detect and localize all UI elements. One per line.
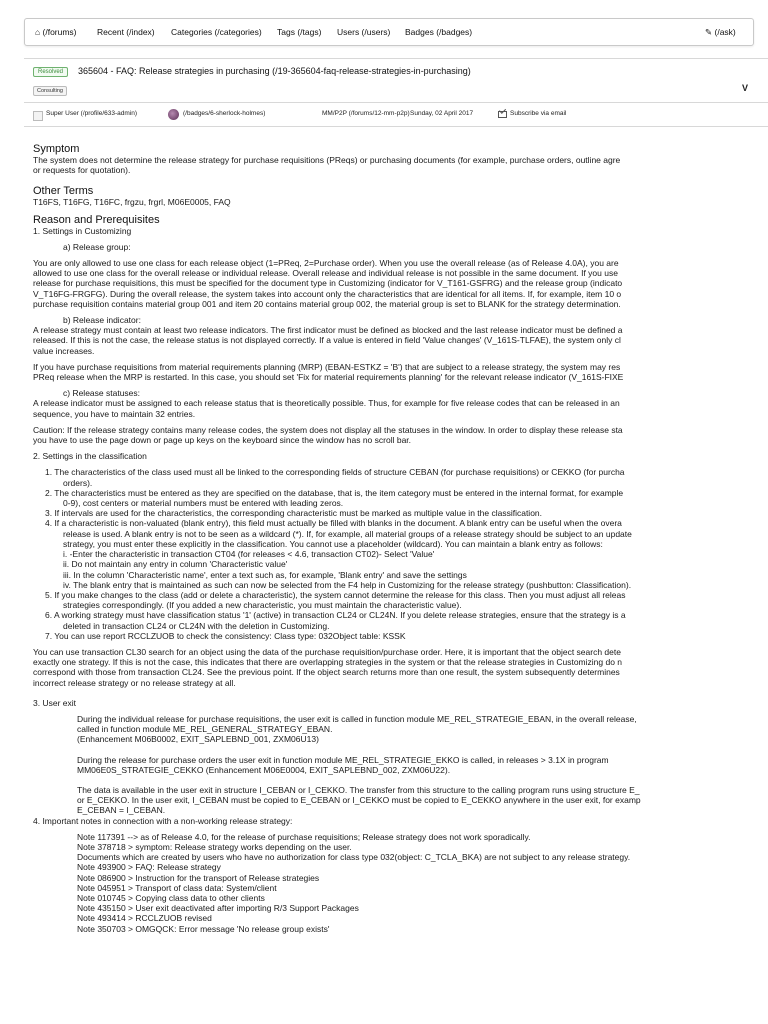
section-heading: 4. Important notes in connection with a non-working release strategy: [33,815,293,826]
paragraph-line: The data is available in the user exit in structure I_CEBAN or I_CEKKO. The transfer from this structure to the calling program runs using structure E_ [77,784,640,795]
subsection-heading: c) Release statuses: [63,388,141,399]
forum-link[interactable]: MM/P2P (/forums/12-mm-p2p) [322,110,410,117]
list-item: orders). [63,477,93,488]
author-link[interactable]: Super User (/profile/633-admin) [46,110,138,117]
list-item: 7. You can use report RCCLZUOB to check the consistency: Class type: 032Object table: KSSK [45,630,406,641]
corner-label: V [742,83,749,93]
section-heading: 1. Settings in Customizing [33,225,132,236]
paragraph-line: Caution: If the release strategy contains many release codes, the system does not display all the statuses in the window. In order to display these release sta [33,424,623,435]
list-item: 2. The characteristics must be entered as they are specified on the database, that is, the item category must be entered in the internal format, for example [45,487,624,498]
list-item: strategies correspondingly. (If you added a new characteristic, you must maintain the characteristic value). [63,600,462,611]
category-tag[interactable]: Consulting [33,86,67,96]
divider [24,126,768,127]
note-item: Note 435150 > User exit deactivated after importing R/3 Support Packages [77,903,359,914]
note-item: Note 045951 > Transport of class data: System/client [77,882,277,893]
paragraph-line: called in function module ME_REL_GENERAL_STRATEGY_EBAN. [77,724,333,735]
sub-list-item: i. -Enter the characteristic in transaction CT04 (for releases < 4.6, transaction CT02)- Select 'Value' [63,549,435,560]
badge-avatar [168,109,179,120]
list-item: 0-9), cost centers or material numbers must be entered with leading zeros. [63,498,344,509]
reason-heading: Reason and Prerequisites [33,213,160,226]
subsection-heading: a) Release group: [63,241,131,252]
badge-link[interactable]: (/badges/6-sherlock-holmes) [183,110,266,117]
divider [24,58,768,59]
paragraph-line: You are only allowed to use one class for each release object (1=PReq, 2=Purchase order). When you use the overall release (as of Release 4.0A), you are [33,258,619,269]
paragraph-line: V_T16FG-FRGFG). During the overall release, the system takes into account only the characteristics that are identical for all items. If, for example, item 10 o [33,288,622,299]
nav-ask-link[interactable] [705,27,736,38]
paragraph-line: (Enhancement M06B0002, EXIT_SAPLEBND_001, ZXM06U13) [77,734,319,745]
mail-icon [498,111,507,118]
home-icon: ⌂ [35,27,41,37]
paragraph-line: PReq release when the MRP is restarted. In this case, you should set 'Fix for material requirements planning' for the relevant release indicator (V_161S-FIXE [33,372,624,383]
nav-badges-link[interactable]: Badges (/badges) [405,27,473,37]
avatar [33,111,43,121]
paragraph-line: MM06E0S_STRATEGIE_CEKKO (Enhancement M06E0004, EXIT_SAPLEBND_002, ZXM06U22). [77,764,451,775]
note-item: Note 493900 > FAQ: Release strategy [77,862,221,873]
nav-ask-label: (/ask) [714,27,736,37]
list-item: 3. If intervals are used for the characteristics, the corresponding characteristic must be marked as multiple value in the classification. [45,508,543,519]
section-heading: 3. User exit [33,697,76,708]
note-item: Note 378718 > symptom: Release strategy works depending on the user. [77,841,352,852]
paragraph-line: released. If this is not the case, the release status is not displayed correctly. If a value is entered in field 'Value changes' (V_161S-TLFAE), the system only cl [33,335,621,346]
paragraph-line: You can use transaction CL30 search for an object using the data of the purchase requisition/purchase order. Here, it is important that the object search dete [33,646,621,657]
other-terms-heading: Other Terms [33,185,94,198]
note-item: Note 350703 > OMGQCK: Error message 'No release group exists' [77,923,330,934]
symptom-text: or requests for quotation). [33,165,131,176]
note-item: Note 010745 > Copying class data to other clients [77,892,265,903]
paragraph-line: you have to use the page down or page up keys on the keyboard since the window has no scroll bar. [33,435,412,446]
sub-list-item: iv. The blank entry that is maintained as such can now be selected from the F4 help in Customizing for the release strategy (pushbutton: Classification). [63,579,632,590]
sub-list-item: ii. Do not maintain any entry in column 'Characteristic value' [63,559,288,570]
other-terms-text: T16FS, T16FG, T16FC, frgzu, frgrl, M06E0005, FAQ [33,197,231,208]
paragraph-line: During the release for purchase orders the user exit in function module ME_REL_STRATEGIE_EKKO is called, in releases > 3.1X in program [77,754,609,765]
paragraph-line: correspond with those from transaction CL24. See the previous point. If the object search returns more than one result, the system subsequently determines [33,667,620,678]
status-badge: Resolved [33,67,68,77]
paragraph-line: If you have purchase requisitions from material requirements planning (MRP) (EBAN-ESTKZ = 'B') that are subject to a release strategy, the system may res [33,361,621,372]
list-item: 1. The characteristics of the class used must all be linked to the corresponding fields of structure CEBAN (for purchase requisitions) or CEKKO (for purcha [45,467,625,478]
list-item: strategy, you must enter these explicitly in the classification. You cannot use a placeholder (wildcard). You can maintain a blank entry as follows: [63,538,603,549]
nav-forums-link[interactable] [35,27,77,37]
paragraph-line: or E_CEKKO. In the user exit, I_CEBAN must be copied to E_CEBAN or I_CEKKO must be copied to E_CEKKO anywhere in the user exit, for examp [77,795,641,806]
note-item: Note 117391 --> as of Release 4.0, for the release of purchase requisitions; Release strategy does not work sporadically. [77,831,531,842]
article-body [33,143,768,934]
paragraph-line: During the individual release for purchase requisitions, the user exit is called in function module ME_REL_STRATEGIE_EBAN, in the overall release, [77,713,637,724]
paragraph-line: sequence, you have to maintain 32 entries. [33,408,196,419]
paragraph-line: purchase requisition contains material group 001 and item 20 contains material group 002, the material group is set to BLANK for the strategy determination. [33,298,621,309]
nav-recent-link[interactable]: Recent (/index) [97,27,155,37]
paragraph-line: value increases. [33,345,95,356]
note-item: Note 086900 > Instruction for the transport of Release strategies [77,872,320,883]
nav-tags-link[interactable]: Tags (/tags) [277,27,322,37]
paragraph-line: A release strategy must contain at least two release indicators. The first indicator must be defined as blocked and the last release indicator must be defined a [33,325,623,336]
list-item: release is used. A blank entry is not to be seen as a wildcard (*). If, for example, all material groups of a release strategy should be subject to an update [63,528,632,539]
nav-forums-label: (/forums) [42,27,77,37]
subsection-heading: b) Release indicator: [63,315,141,326]
paragraph-line: A release indicator must be assigned to each release status that is theoretically possible. Thus, for example for five release codes that can be released in an [33,398,620,409]
note-item: Documents which are created by users who have no authorization for class type 032(object: C_TCLA_BKA) are not subject to any release strategy. [77,852,631,863]
section-heading: 2. Settings in the classification [33,451,147,462]
list-item: 5. If you make changes to the class (add or delete a characteristic), the system cannot determine the release for this class. Then you must adjust all releas [45,589,626,600]
divider [24,102,768,103]
page-title[interactable]: 365604 - FAQ: Release strategies in purchasing (/19-365604-faq-release-strategies-in-purchasing) [78,66,471,76]
paragraph-line: release for purchase requisitions, this must be specified for the document type in Customizing (indicator for V_T161-GSFRG) and the release group (indicato [33,278,623,289]
nav-categories-link[interactable]: Categories (/categories) [171,27,262,37]
pencil-icon: ✎ [705,27,713,37]
note-item: Note 493414 > RCCLZUOB revised [77,913,212,924]
list-item: 6. A working strategy must have classification status '1' (active) in transaction CL24 or CL24N. If you delete release strategies, ensure that the strategy is a [45,610,626,621]
list-item: deleted in transaction CL24 or CL24N with the deletion in Customizing. [63,620,330,631]
post-date: Sunday, 02 April 2017 [410,110,474,117]
paragraph-line: allowed to use one class for the overall release or individual release. Overall release and individual release is not possible in the same document. If you use [33,268,618,279]
nav-users-link[interactable]: Users (/users) [337,27,391,37]
symptom-heading: Symptom [33,143,80,155]
paragraph-line: incorrect release strategy or no release strategy at all. [33,677,236,688]
top-navigation [24,18,754,46]
sub-list-item: iii. In the column 'Characteristic name', enter a text such as, for example, 'Blank entry' and save the settings [63,569,467,580]
paragraph-line: E_CEBAN = I_CEBAN. [77,805,166,816]
subscribe-link[interactable]: Subscribe via email [510,110,567,117]
list-item: 4. If a characteristic is non-valuated (blank entry), this field must actually be filled with blanks in the document. A blank entry can be useful when the overa [45,518,622,529]
symptom-text: The system does not determine the release strategy for purchase requisitions (PReqs) or purchasing documents (for example, purchase orders, outline agre [33,155,621,165]
paragraph-line: exactly one strategy. If this is not the case, this indicates that there are overlapping strategies in the system or that the release strategies in Customizing do n [33,657,623,668]
